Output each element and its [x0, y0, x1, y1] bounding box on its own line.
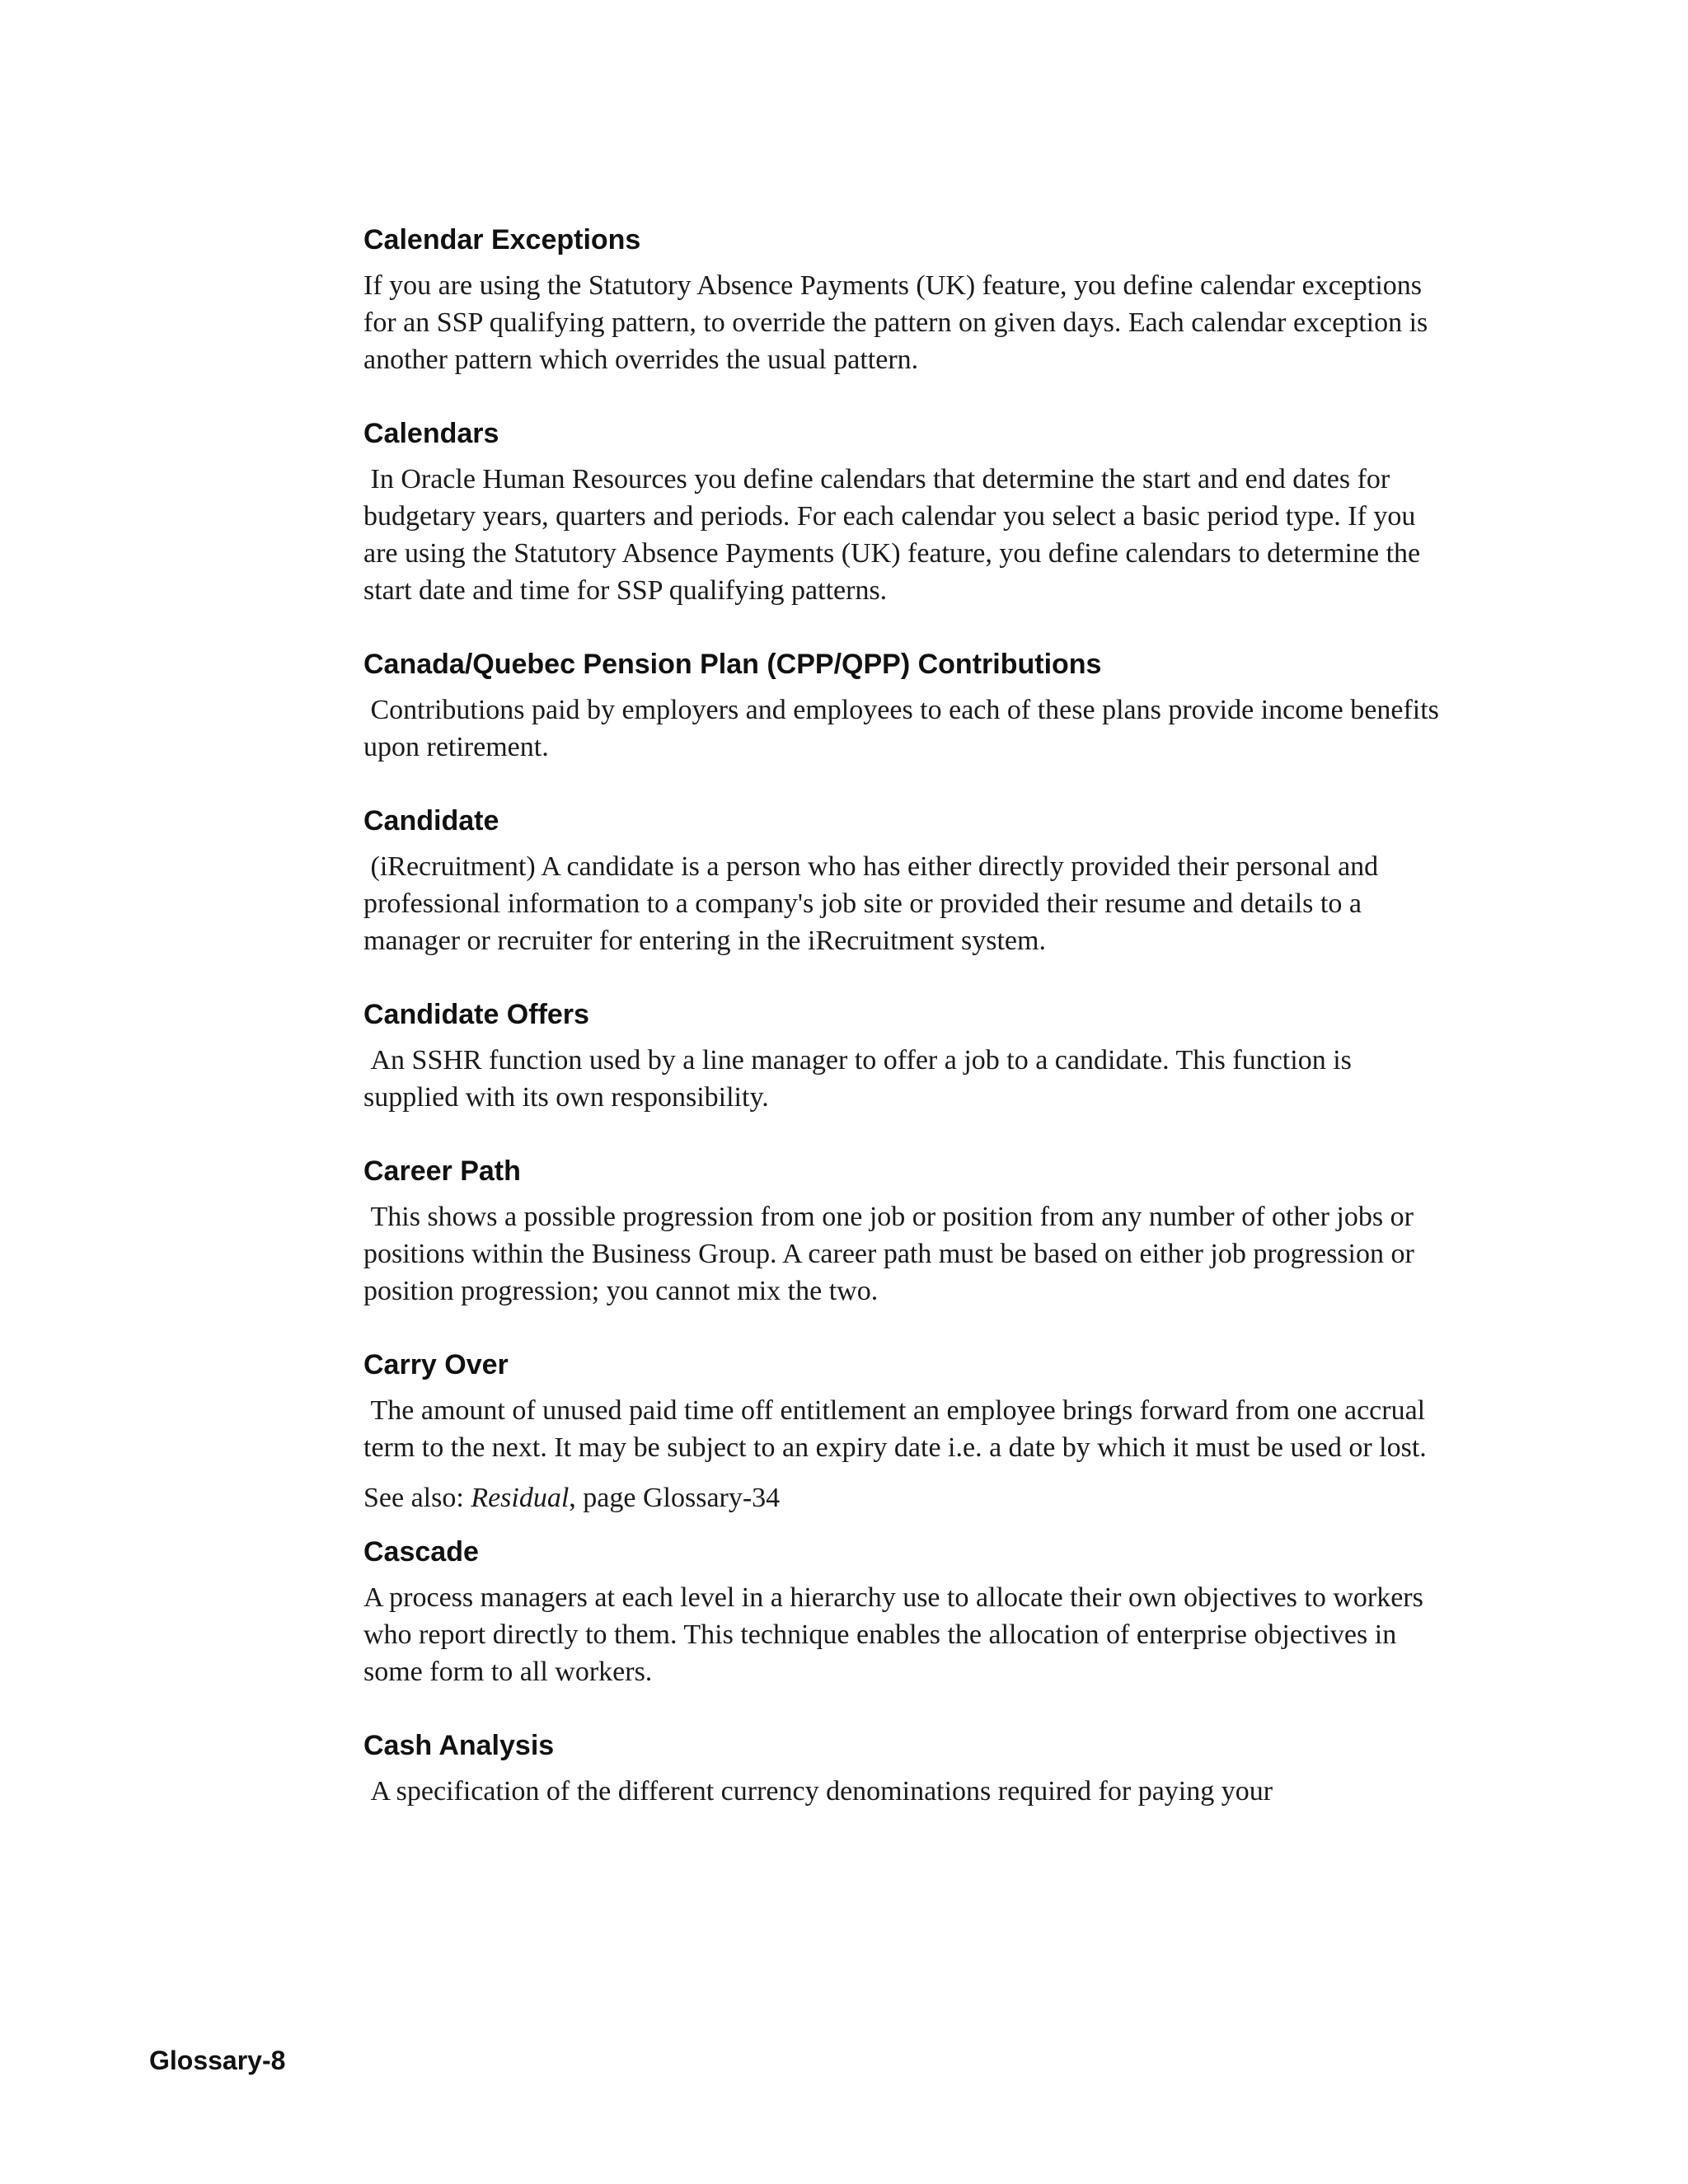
see-also-page: , page Glossary-34: [569, 1483, 781, 1513]
glossary-entry-candidate: [363, 802, 1443, 959]
glossary-content: [363, 221, 1447, 1846]
term-definition: The amount of unused paid time off entitlement an employee brings forward from one accrual term to the next. It may be subject to an expiry date i.e. a date by which it must be used or lost.: [363, 1395, 1432, 1463]
term-heading: Carry Over: [363, 1349, 509, 1380]
term-definition: Contributions paid by employers and employees to each of these plans provide income benefits upon retirement.: [363, 695, 1447, 762]
term-definition: A process managers at each level in a hierarchy use to allocate their own objectives to workers who report directly to them. This technique enables the allocation of enterprise objectives in some form to all workers.: [363, 1582, 1423, 1687]
term-definition: This shows a possible progression from one job or position from any number of other jobs or positions within the Business Group. A career path must be based on either job progression or position progression; you cannot mix the two.: [363, 1202, 1422, 1306]
page-footer-label: Glossary-8: [149, 2046, 286, 2075]
glossary-entry-cpp-qpp: [363, 645, 1447, 766]
see-also-reference: [363, 1479, 1443, 1516]
glossary-entry-cascade: [363, 1533, 1443, 1690]
term-heading: Canada/Quebec Pension Plan (CPP/QPP) Contributions: [363, 649, 1102, 680]
glossary-entry-candidate-offers: [363, 996, 1443, 1116]
see-also-prefix: See also:: [363, 1483, 471, 1513]
term-definition: An SSHR function used by a line manager to offer a job to a candidate. This function is supplied with its own responsibility.: [363, 1045, 1359, 1113]
glossary-entry-carry-over: [363, 1346, 1443, 1516]
glossary-entry-career-path: [363, 1152, 1443, 1310]
glossary-entry-calendar-exceptions: [363, 221, 1443, 378]
term-definition: (iRecruitment) A candidate is a person who has either directly provided their personal and professional information to a company's job site or provided their resume and details to a manager or recruiter for entering in the iRecruitment system.: [363, 851, 1386, 956]
glossary-entry-calendars: [363, 415, 1443, 609]
see-also-link[interactable]: Residual: [471, 1483, 570, 1513]
term-definition: In Oracle Human Resources you define calendars that determine the start and end dates for budgetary years, quarters and periods. For each calendar you select a basic period type. If you are using the Statutory Absence Payments (UK) feature, you define calendars to determine the start date and time for SSP qualifying patterns.: [363, 464, 1428, 606]
term-heading: Candidate: [363, 805, 499, 837]
term-definition: If you are using the Statutory Absence Payments (UK) feature, you define calendar exceptions for an SSP qualifying pattern, to override the pattern on given days. Each calendar exception is another pattern which overrides the usual pattern.: [363, 270, 1428, 375]
term-definition: A specification of the different currency denominations required for paying your: [363, 1776, 1273, 1807]
glossary-entry-cash-analysis: [363, 1727, 1443, 1810]
term-heading: Career Path: [363, 1155, 521, 1187]
term-heading: Candidate Offers: [363, 999, 589, 1030]
term-heading: Calendars: [363, 418, 499, 449]
term-heading: Calendar Exceptions: [363, 224, 641, 255]
term-heading: Cash Analysis: [363, 1730, 555, 1761]
term-heading: Cascade: [363, 1536, 479, 1568]
